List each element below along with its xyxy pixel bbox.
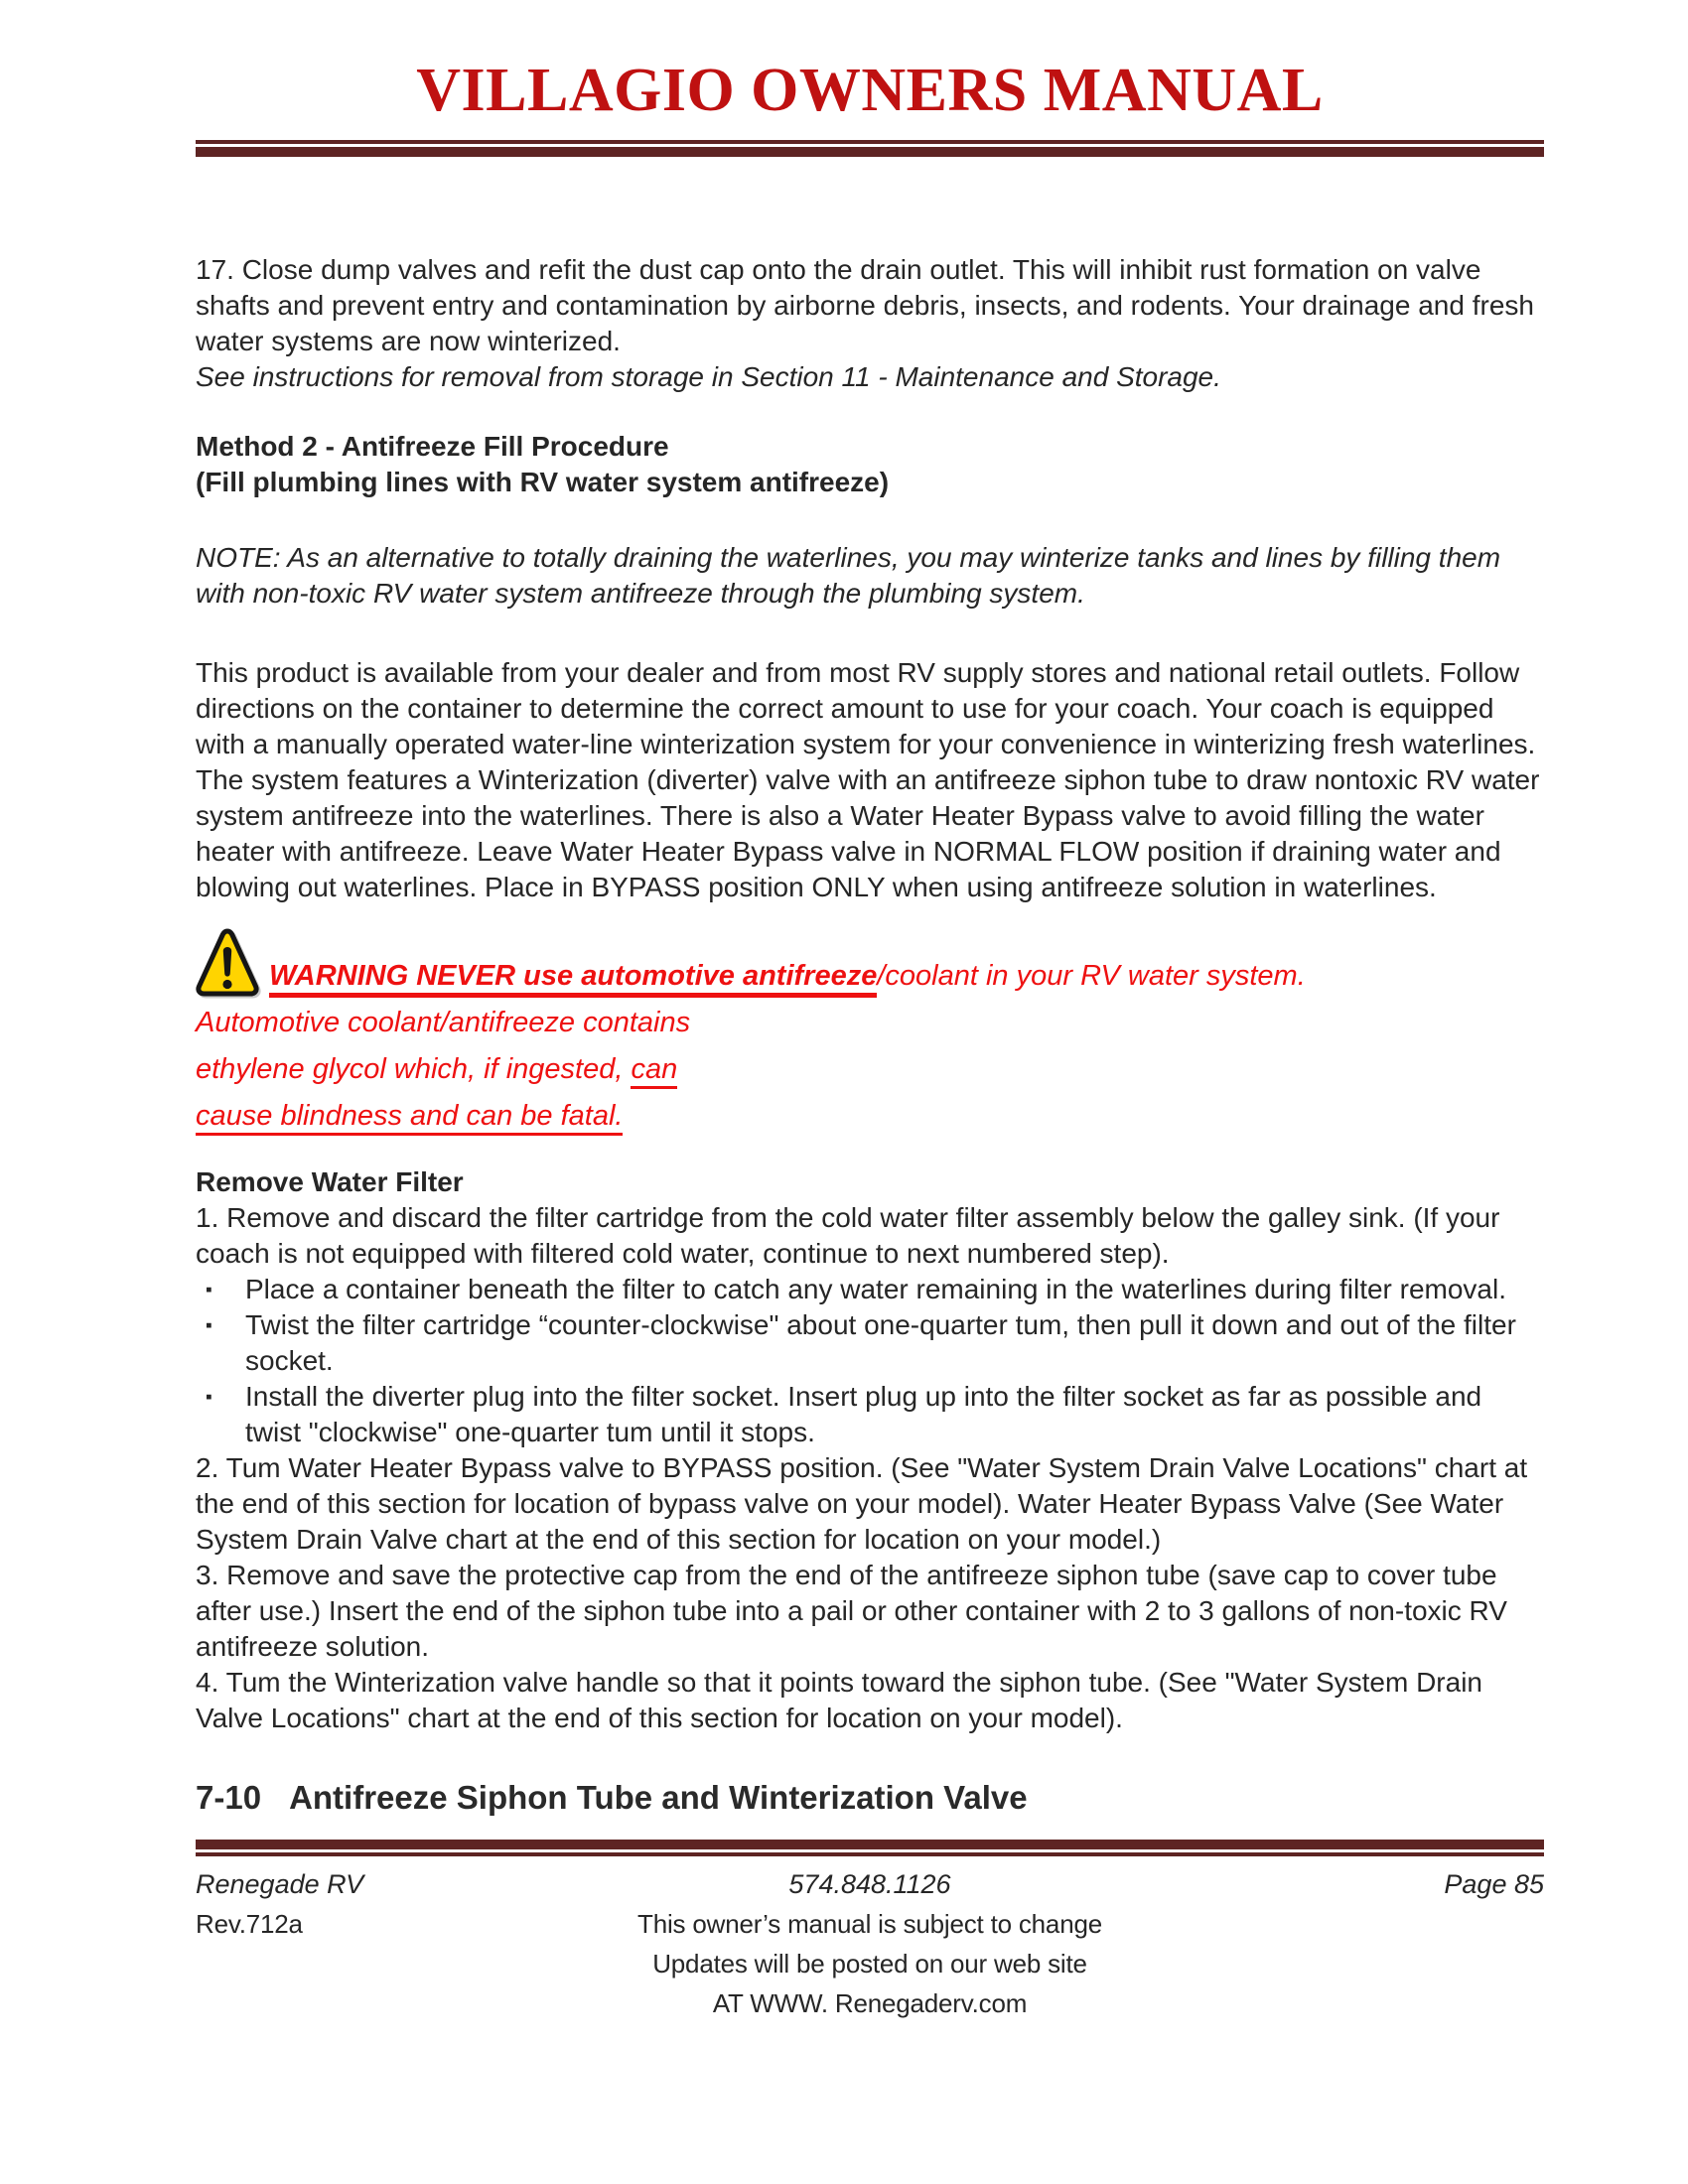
warning-line-4-text: cause blindness and can be fatal. — [196, 1100, 623, 1136]
filter-step-4: 4. Tum the Winterization valve handle so that it points toward the siphon tube. (See "Water System Drain Valve Locations" chart at the end of this section for location on your model). — [196, 1667, 1482, 1733]
page-title: VILLAGIO OWNERS MANUAL — [416, 57, 1324, 124]
method-2-heading-line1: Method 2 - Antifreeze Fill Procedure — [196, 431, 669, 462]
list-item — [196, 1307, 1544, 1379]
step-17-text: 17. Close dump valves and refit the dust cap onto the drain outlet. This will inhibit rust formation on valve shafts and prevent entry and contamination by airborne debris, insects, and rodents. Your drainage and fresh water systems are now winterized. — [196, 254, 1534, 356]
footer-note-line-1: This owner’s manual is subject to change — [637, 1909, 1102, 1939]
footer-divider-thin-line — [196, 1852, 1544, 1856]
page-footer — [196, 1840, 1544, 2023]
footer-row-4 — [196, 1983, 1544, 2023]
warning-lead-rest: /coolant in your RV water system. — [877, 960, 1306, 992]
filter-step-2: 2. Tum Water Heater Bypass valve to BYPASS position. (See "Water System Drain Valve Locations" chart at the end of this section for location of bypass valve on your model). Water Heater Bypass Valve (See Water System Drain Valve chart at the end of this section for location on your model.) — [196, 1452, 1528, 1555]
list-item-text: Twist the filter cartridge “counter-clockwise" about one-quarter tum, then pull it down and out of the filter socket. — [245, 1309, 1516, 1376]
section-number: 7-10 — [196, 1779, 262, 1816]
footer-row-2 — [196, 1904, 1544, 1944]
header-divider — [196, 140, 1544, 157]
warning-line-3 — [196, 1047, 1544, 1092]
list-item-text: Install the diverter plug into the filter socket. Insert plug up into the filter socket as far as possible and twist "clockwise" one-quarter tum until it stops. — [245, 1381, 1482, 1447]
list-item-text: Place a container beneath the filter to catch any water remaining in the waterlines during filter removal. — [245, 1274, 1507, 1304]
page-body — [196, 252, 1544, 1816]
bullet-icon: ▪ — [206, 1387, 212, 1408]
warning-line-3-underlined: can — [631, 1053, 677, 1089]
section-title: Antifreeze Siphon Tube and Winterization Valve — [289, 1779, 1028, 1816]
method-2-heading-line2: (Fill plumbing lines with RV water system antifreeze) — [196, 467, 890, 497]
paragraph-step-17 — [196, 252, 1544, 395]
footer-note-line-2: Updates will be posted on our web site — [652, 1949, 1087, 1979]
warning-first-line — [196, 925, 1544, 999]
filter-step-1: 1. Remove and discard the filter cartridge from the cold water filter assembly below the galley sink. (If your coach is not equipped with filtered cold water, continue to next numbered step). — [196, 1202, 1500, 1269]
footer-page-number: Page 85 — [1444, 1869, 1544, 1899]
filter-step-3: 3. Remove and save the protective cap from the end of the antifreeze siphon tube (save cap to cover tube after use.) Insert the end of the siphon tube into a pail or other container with 2 to 3 gallons of non-toxic RV antifreeze solution. — [196, 1560, 1507, 1662]
list-item — [196, 1272, 1544, 1307]
footer-divider — [196, 1840, 1544, 1856]
warning-lead-text — [269, 954, 1306, 999]
remove-water-filter-heading: Remove Water Filter — [196, 1166, 464, 1197]
warning-line-4 — [196, 1094, 1544, 1139]
footer-row-1 — [196, 1864, 1544, 1904]
warning-triangle-icon — [196, 925, 259, 999]
list-item — [196, 1379, 1544, 1450]
warning-lead-bold: WARNING NEVER use automotive antifreeze — [269, 960, 877, 998]
footer-row-3 — [196, 1944, 1544, 1983]
footer-note-line-3: AT WWW. Renegaderv.com — [712, 1988, 1028, 2018]
bullet-icon: ▪ — [206, 1280, 212, 1300]
footer-brand: Renegade RV — [196, 1869, 364, 1899]
warning-block — [196, 925, 1544, 1139]
footer-revision: Rev.712a — [196, 1909, 303, 1939]
footer-divider-thick-line — [196, 1840, 1544, 1849]
product-paragraph: This product is available from your dealer and from most RV supply stores and national retail outlets. Follow directions on the container to determine the correct amount to use for your coach. Your coach is equipped with a manually operated water-line winterization system for your convenience in winterizing fresh waterlines. The system features a Winterization (diverter) valve with an antifreeze siphon tube to draw nontoxic RV water system antifreeze into the waterlines. There is also a Water Heater Bypass valve to avoid filling the water heater with antifreeze. Leave Water Heater Bypass valve in NORMAL FLOW position if draining water and blowing out waterlines. Place in BYPASS position ONLY when using antifreeze solution in waterlines. — [196, 657, 1540, 902]
warning-line-2: Automotive coolant/antifreeze contains — [196, 1007, 691, 1038]
method-2-heading — [196, 429, 1544, 500]
note-paragraph: NOTE: As an alternative to totally draining the waterlines, you may winterize tanks and lines by filling them with non-toxic RV water system antifreeze through the plumbing system. — [196, 542, 1501, 609]
section-heading-7-10 — [196, 1780, 1544, 1816]
header-divider-thick-line — [196, 147, 1544, 157]
bullet-icon: ▪ — [206, 1315, 212, 1336]
see-instructions-note: See instructions for removal from storage in Section 11 - Maintenance and Storage. — [196, 361, 1221, 392]
warning-line-3-text: ethylene glycol which, if ingested, — [196, 1053, 632, 1085]
footer-phone: 574.848.1126 — [788, 1869, 951, 1899]
